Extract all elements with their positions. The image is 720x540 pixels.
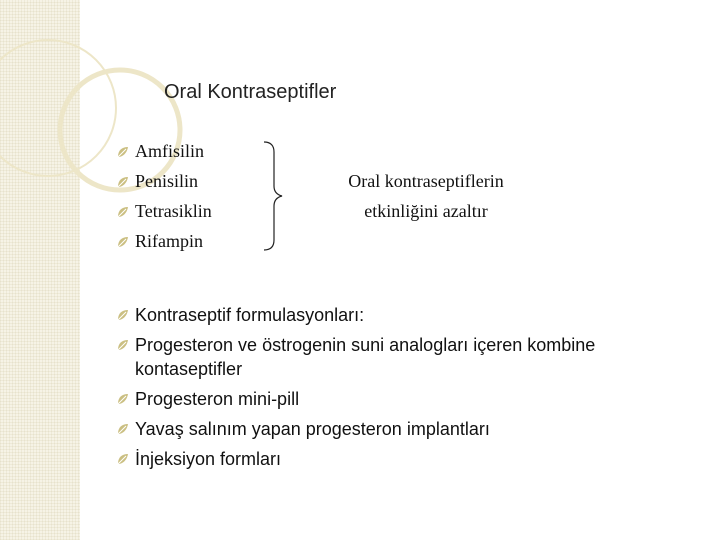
bullet-icon bbox=[117, 453, 129, 465]
bullet-icon bbox=[117, 206, 129, 218]
note-line-2: etkinliğini azaltır bbox=[364, 201, 488, 221]
info-item: Yavaş salınım yapan progesteron implantları bbox=[135, 419, 490, 439]
antibiotic-item: Rifampin bbox=[135, 231, 203, 251]
info-item: Progesteron ve östrogenin suni analogları içeren kombine kontaseptifler bbox=[135, 335, 596, 379]
bullet-icon bbox=[117, 423, 129, 435]
info-item: İnjeksiyon formları bbox=[135, 449, 282, 469]
bullet-icon bbox=[117, 146, 129, 158]
bullet-icon bbox=[117, 309, 129, 321]
info-item: Kontraseptif formulasyonları: bbox=[135, 305, 365, 325]
slide-title: Oral Kontraseptifler bbox=[164, 81, 337, 103]
grouping-brace bbox=[258, 140, 288, 252]
info-item: Progesteron mini-pill bbox=[135, 389, 300, 409]
antibiotic-item: Penisilin bbox=[135, 171, 199, 191]
bullet-icon bbox=[117, 339, 129, 351]
bullet-icon bbox=[117, 176, 129, 188]
bullet-icon bbox=[117, 393, 129, 405]
antibiotic-item: Tetrasiklin bbox=[135, 201, 212, 221]
note-line-1: Oral kontraseptiflerin bbox=[348, 171, 504, 191]
antibiotic-item: Amfisilin bbox=[135, 141, 205, 161]
bullet-icon bbox=[117, 236, 129, 248]
